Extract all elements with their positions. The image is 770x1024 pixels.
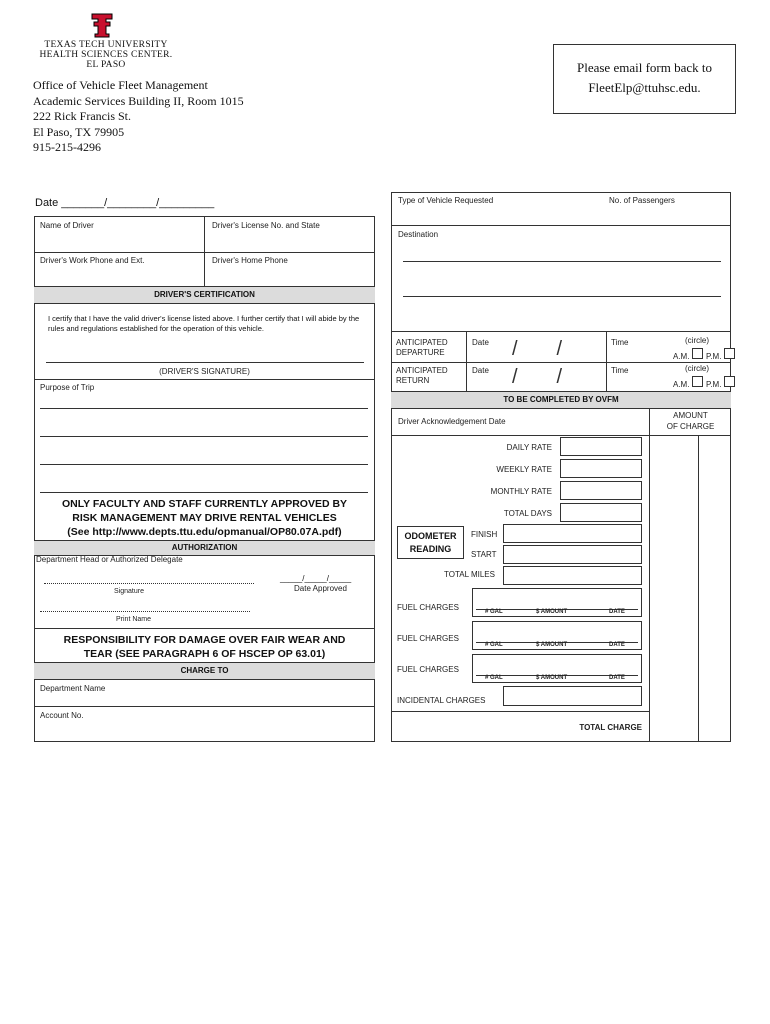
approval-notice-line2: RISK MANAGEMENT MAY DRIVE RENTAL VEHICLES	[72, 512, 337, 524]
print-name-line[interactable]	[40, 611, 250, 612]
total-days-label: TOTAL DAYS	[503, 509, 552, 518]
return-date-label: Date	[472, 366, 489, 375]
return-label-1: ANTICIPATED	[396, 366, 448, 375]
print-name-label: Print Name	[116, 616, 152, 623]
department-name-field[interactable]: Department Name	[40, 684, 106, 693]
date-field[interactable]: Date _______/________/_________	[35, 197, 215, 209]
departure-pm-label: P.M.	[706, 352, 722, 361]
fuel-amount-2: $ AMOUNT	[536, 642, 568, 648]
purpose-line-2[interactable]	[40, 436, 368, 437]
departure-am-label: A.M.	[673, 352, 690, 361]
destination-label: Destination	[398, 230, 439, 239]
driver-signature-label: (DRIVER'S SIGNATURE)	[159, 367, 250, 376]
weekly-rate-input[interactable]	[560, 459, 642, 478]
odometer-start-input[interactable]	[503, 545, 642, 564]
return-label-2: RETURN	[396, 376, 430, 385]
logo	[90, 12, 114, 38]
fuel-date-3: DATE	[609, 675, 625, 681]
office-address	[33, 78, 244, 156]
email-notice-box	[553, 44, 736, 114]
approval-notice	[34, 497, 375, 539]
return-time-label: Time	[611, 366, 629, 375]
work-phone-field[interactable]: Driver's Work Phone and Ext.	[40, 256, 145, 265]
office-building: Academic Services Building II, Room 1015	[33, 93, 244, 108]
departure-date-label: Date	[472, 338, 489, 347]
odometer-reading-label	[397, 526, 464, 559]
damage-line2: TEAR (SEE PARAGRAPH 6 OF HSCEP OP 63.01)	[83, 648, 326, 660]
destination-line-2[interactable]	[403, 296, 721, 297]
destination-line-1[interactable]	[403, 261, 721, 262]
fuel-gal-2: # GAL	[485, 642, 503, 648]
daily-rate-input[interactable]	[560, 437, 642, 456]
odometer-line2: READING	[409, 544, 452, 554]
fuel-charges-input-1[interactable]	[472, 588, 642, 617]
return-date-slashes[interactable]: / /	[512, 366, 563, 388]
office-phone: 915-215-4296	[33, 140, 101, 154]
start-label: START	[471, 550, 497, 559]
name-of-driver-field[interactable]: Name of Driver	[40, 221, 94, 230]
damage-line1: RESPONSIBILITY FOR DAMAGE OVER FAIR WEAR AND	[63, 634, 346, 646]
return-am-label: A.M.	[673, 380, 690, 389]
odometer-line1: ODOMETER	[404, 531, 457, 541]
double-t-logo-icon	[90, 12, 114, 38]
purpose-of-trip-label: Purpose of Trip	[40, 383, 95, 392]
total-miles-label: TOTAL MILES	[444, 570, 495, 579]
account-no-field[interactable]: Account No.	[40, 711, 84, 720]
return-circle-label: (circle)	[685, 364, 709, 373]
departure-label-1: ANTICIPATED	[396, 338, 448, 347]
monthly-rate-label: MONTHLY RATE	[490, 487, 552, 496]
ack-date-field[interactable]: Driver Acknowledgement Date	[398, 417, 506, 426]
incidental-charges-input[interactable]	[503, 686, 642, 706]
amount-header-1: AMOUNT	[673, 411, 708, 420]
fuel-charges-label-2: FUEL CHARGES	[397, 634, 459, 643]
amount-of-charge-header	[650, 410, 731, 432]
departure-pm-checkbox[interactable]	[724, 348, 735, 359]
departure-time-label: Time	[611, 338, 629, 347]
license-field[interactable]: Driver's License No. and State	[212, 221, 320, 230]
date-approved-blank[interactable]: _____/_____/_____	[280, 574, 352, 583]
amount-header-2: OF CHARGE	[666, 422, 715, 431]
office-city: El Paso, TX 79905	[33, 124, 125, 139]
auth-signature-line[interactable]	[44, 583, 254, 584]
finish-label: FINISH	[471, 530, 498, 539]
total-charge-label: TOTAL CHARGE	[579, 723, 642, 732]
email-address[interactable]: FleetElp@ttuhsc.edu.	[588, 80, 701, 95]
office-name: Office of Vehicle Fleet Management	[33, 78, 208, 92]
departure-date-slashes[interactable]: / /	[512, 338, 563, 360]
charge-to-header: CHARGE TO	[34, 662, 375, 680]
ovfm-header: TO BE COMPLETED BY OVFM	[391, 391, 731, 409]
fuel-amount-1: $ AMOUNT	[536, 609, 568, 615]
university-name	[36, 40, 176, 70]
email-line1: Please email form back to	[576, 60, 712, 75]
university-line3: EL PASO	[86, 60, 126, 70]
departure-label-2: DEPARTURE	[396, 348, 445, 357]
drivers-certification-header: DRIVER'S CERTIFICATION	[34, 286, 375, 304]
total-miles-input[interactable]	[503, 566, 642, 585]
home-phone-field[interactable]: Driver's Home Phone	[212, 256, 288, 265]
damage-responsibility-notice	[34, 633, 375, 661]
fuel-gal-1: # GAL	[485, 609, 503, 615]
driver-signature-line[interactable]	[46, 362, 364, 363]
office-street: 222 Rick Francis St.	[33, 109, 131, 123]
odometer-finish-input[interactable]	[503, 524, 642, 543]
fuel-amount-3: $ AMOUNT	[536, 675, 568, 681]
fuel-charges-label-3: FUEL CHARGES	[397, 665, 459, 674]
certification-text: I certify that I have the valid driver's license listed above. I further certify that I will abide by the rules and regulations established for the operation of this vehicle.	[48, 314, 360, 333]
signature-label: Signature	[114, 588, 144, 595]
return-am-checkbox[interactable]	[692, 376, 703, 387]
departure-label	[396, 338, 448, 358]
university-line2: HEALTH SCIENCES CENTER.	[39, 50, 173, 60]
purpose-line-3[interactable]	[40, 464, 368, 465]
return-label	[396, 366, 448, 386]
purpose-line-4[interactable]	[40, 492, 368, 493]
fuel-date-2: DATE	[609, 642, 625, 648]
fuel-charges-input-2[interactable]	[472, 621, 642, 650]
fuel-date-1: DATE	[609, 609, 625, 615]
daily-rate-label: DAILY RATE	[506, 443, 552, 452]
return-pm-label: P.M.	[706, 380, 722, 389]
departure-am-checkbox[interactable]	[692, 348, 703, 359]
dept-head-label: Department Head or Authorized Delegate	[36, 555, 183, 564]
date-approved-label: Date Approved	[294, 584, 347, 593]
purpose-line-1[interactable]	[40, 408, 368, 409]
fuel-gal-3: # GAL	[485, 675, 503, 681]
approval-notice-line1: ONLY FACULTY AND STAFF CURRENTLY APPROVED BY	[61, 498, 348, 510]
return-pm-checkbox[interactable]	[724, 376, 735, 387]
departure-circle-label: (circle)	[685, 336, 709, 345]
approval-notice-link[interactable]: (See http://www.depts.ttu.edu/opmanual/OP80.07A.pdf)	[67, 526, 342, 538]
authorization-header: AUTHORIZATION	[34, 540, 375, 556]
vehicle-type-field[interactable]: Type of Vehicle Requested	[398, 196, 494, 205]
fuel-charges-label-1: FUEL CHARGES	[397, 603, 459, 612]
weekly-rate-label: WEEKLY RATE	[496, 465, 552, 474]
total-days-input[interactable]	[560, 503, 642, 522]
incidental-charges-label: INCIDENTAL CHARGES	[397, 696, 486, 705]
monthly-rate-input[interactable]	[560, 481, 642, 500]
passengers-field[interactable]: No. of Passengers	[609, 196, 675, 205]
university-line1: TEXAS TECH UNIVERSITY	[44, 40, 168, 50]
fuel-charges-input-3[interactable]	[472, 654, 642, 683]
